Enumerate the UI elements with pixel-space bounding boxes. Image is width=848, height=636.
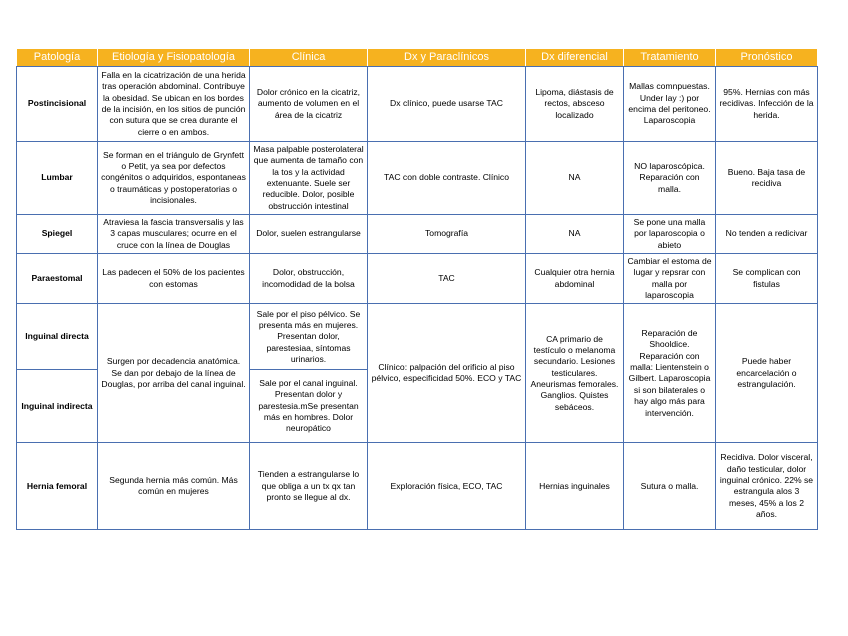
- cell-dx-diferencial: Cualquier otra hernia abdominal: [526, 254, 624, 304]
- cell-patologia: Spiegel: [17, 215, 98, 254]
- cell-dx-diferencial: CA primario de testículo o melanoma secundario. Lesiones testiculares. Aneurismas femorales. Ganglios. Quistes sebáceos.: [526, 304, 624, 443]
- cell-clinica: Dolor crónico en la cicatriz, aumento de volumen en el área de la cicatriz: [250, 67, 368, 142]
- cell-dx-diferencial: NA: [526, 142, 624, 215]
- cell-patologia: Lumbar: [17, 142, 98, 215]
- hernias-table: [16, 49, 818, 530]
- header-row: [17, 49, 818, 67]
- cell-clinica: Dolor, suelen estrangularse: [250, 215, 368, 254]
- header-pronostico: Pronóstico: [716, 49, 818, 67]
- cell-patologia: Postincisional: [17, 67, 98, 142]
- row-femoral: [17, 443, 818, 530]
- cell-dx-diferencial: Hernias inguinales: [526, 443, 624, 530]
- cell-etiologia: Las padecen el 50% de los pacientes con estomas: [98, 254, 250, 304]
- cell-dx-diferencial: Lipoma, diástasis de rectos, absceso localizado: [526, 67, 624, 142]
- header-etiologia: Etiología y Fisiopatología: [98, 49, 250, 67]
- cell-clinica: Masa palpable posterolateral que aumenta de tamaño con la tos y la actividad extenuante. Suele ser reducible. Dolor, posible obstrucción intestinal: [250, 142, 368, 215]
- cell-dx-diferencial: NA: [526, 215, 624, 254]
- row-lumbar: [17, 142, 818, 215]
- cell-dx: Clínico: palpación del orificio al piso pélvico, especificidad 50%. ECO y TAC: [368, 304, 526, 443]
- cell-tratamiento: Cambiar el estoma de lugar y repsrar con malla por laparoscopia: [624, 254, 716, 304]
- cell-clinica: Dolor, obstrucción, incomodidad de la bolsa: [250, 254, 368, 304]
- header-patologia: Patología: [17, 49, 98, 67]
- cell-dx: TAC: [368, 254, 526, 304]
- cell-tratamiento: NO laparoscópica. Reparación con malla.: [624, 142, 716, 215]
- row-spiegel: [17, 215, 818, 254]
- header-dx: Dx y Paraclínicos: [368, 49, 526, 67]
- cell-pronostico: Bueno. Baja tasa de recidiva: [716, 142, 818, 215]
- cell-tratamiento: Reparación de Shooldice. Reparación con malla: Lientenstein o Gilbert. Laparoscopia si son bilaterales o hay algo más para intervención.: [624, 304, 716, 443]
- cell-etiologia: Segunda hernia más común. Más común en mujeres: [98, 443, 250, 530]
- cell-dx: Exploración física, ECO, TAC: [368, 443, 526, 530]
- cell-clinica: Sale por el piso pélvico. Se presenta más en mujeres. Presentan dolor, parestesiaa, síntomas urinarios.: [250, 304, 368, 370]
- cell-pronostico: Se complican con fistulas: [716, 254, 818, 304]
- cell-dx: Dx clínico, puede usarse TAC: [368, 67, 526, 142]
- cell-patologia: Hernia femoral: [17, 443, 98, 530]
- cell-pronostico: No tenden a redicivar: [716, 215, 818, 254]
- cell-etiologia: Surgen por decadencia anatómica. Se dan por debajo de la línea de Douglas, por arriba del canal inguinal.: [98, 304, 250, 443]
- header-tratamiento: Tratamiento: [624, 49, 716, 67]
- cell-etiologia: Falla en la cicatrización de una herida tras operación abdominal. Contribuye la obesidad. Se ubican en los bordes de la incisión, en los sitios de punción con sutura que se crea durante el cierre o en ambos.: [98, 67, 250, 142]
- row-postincisional: [17, 67, 818, 142]
- cell-tratamiento: Mallas comnpuestas. Under lay :) por encima del peritoneo. Laparoscopia: [624, 67, 716, 142]
- cell-patologia: Inguinal indirecta: [17, 370, 98, 443]
- cell-pronostico: Recidiva. Dolor visceral, daño testicular, dolor inguinal crónico. 22% se estrangula alos 3 meses, 45% a los 2 años.: [716, 443, 818, 530]
- cell-dx: Tomografía: [368, 215, 526, 254]
- row-inguinal-directa: [17, 304, 818, 370]
- cell-dx: TAC con doble contraste. Clínico: [368, 142, 526, 215]
- header-dx-diferencial: Dx diferencial: [526, 49, 624, 67]
- header-clinica: Clínica: [250, 49, 368, 67]
- cell-clinica: Sale por el canal inguinal. Presentan dolor y parestesia.mSe presentan más en hombres. Dolor neuropático: [250, 370, 368, 443]
- cell-patologia: Paraestomal: [17, 254, 98, 304]
- cell-pronostico: Puede haber encarcelación o estrangulación.: [716, 304, 818, 443]
- cell-tratamiento: Sutura o malla.: [624, 443, 716, 530]
- cell-pronostico: 95%. Hernias con más recidivas. Infección de la herida.: [716, 67, 818, 142]
- row-paraestomal: [17, 254, 818, 304]
- cell-etiologia: Atraviesa la fascia transversalis y las 3 capas musculares; ocurre en el cruce con la línea de Douglas: [98, 215, 250, 254]
- cell-clinica: Tienden a estrangularse lo que obliga a un tx qx tan pronto se llegue al dx.: [250, 443, 368, 530]
- cell-tratamiento: Se pone una malla por laparoscopia o abieto: [624, 215, 716, 254]
- cell-patologia: Inguinal directa: [17, 304, 98, 370]
- cell-etiologia: Se forman en el triángulo de Grynfett o Petit, ya sea por defectos congénitos o adquiridos, espontaneas o traumáticas y postoperatorias o incisionales.: [98, 142, 250, 215]
